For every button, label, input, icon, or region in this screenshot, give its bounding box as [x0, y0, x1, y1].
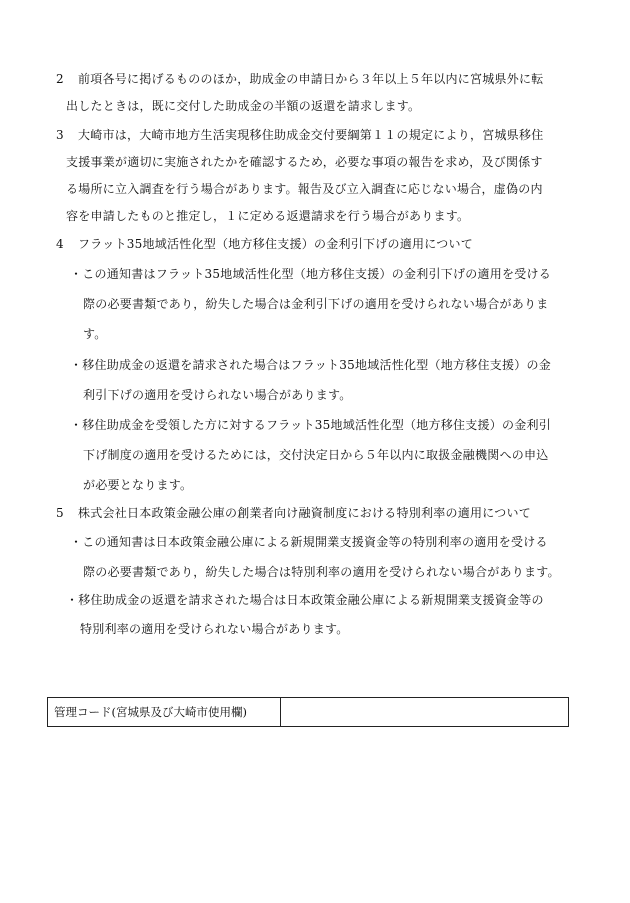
item-3-line-1	[56, 127, 544, 143]
item-5-number: 5	[56, 506, 64, 520]
item-3-line-3: る場所に立入調査を行う場合があります。報告及び立入調査に応じない場合，虚偽の内	[66, 182, 543, 196]
item-5-bullet-1-line-1: ・この通知書は日本政策金融公庫による新規開業支援資金等の特別利率の適用を受ける	[70, 535, 548, 549]
item-4-heading	[56, 236, 473, 252]
item-4-heading-text: フラット35地域活性化型（地方移住支援）の金利引下げの適用について	[78, 237, 474, 251]
item-4-bullet-3-line-2: 下げ制度の適用を受けるためには，交付決定日から５年以内に取扱金融機関への申込	[83, 448, 549, 462]
item-2-line-2: 出したときは，既に交付した助成金の半額の返還を請求します。	[66, 99, 421, 113]
item-2-text-1: 前項各号に掲げるもののほか，助成金の申請日から３年以上５年以内に宮城県外に転	[78, 72, 544, 86]
item-4-number: 4	[56, 237, 64, 251]
management-code-label: 管理コード(宮城県及び大崎市使用欄)	[48, 698, 281, 726]
item-5-bullet-2-line-1: ・移住助成金の返還を請求された場合は日本政策金融公庫による新規開業支援資金等の	[66, 593, 544, 607]
item-4-bullet-2-line-2: 利引下げの適用を受けられない場合があります。	[83, 388, 352, 402]
item-4-bullet-3-line-3: が必要となります。	[83, 478, 193, 492]
item-4-bullet-1-line-1: ・この通知書はフラット35地域活性化型（地方移住支援）の金利引下げの適用を受ける	[70, 267, 552, 281]
item-2-number: 2	[56, 72, 64, 86]
management-code-value	[281, 698, 568, 726]
item-4-bullet-3-line-1: ・移住助成金を受領した方に対するフラット35地域活性化型（地方移住支援）の金利引	[70, 418, 552, 432]
item-5-heading	[56, 505, 531, 521]
item-4-bullet-1-line-3: す。	[83, 327, 107, 341]
item-4-bullet-2-line-1: ・移住助成金の返還を請求された場合はフラット35地域活性化型（地方移住支援）の金	[70, 358, 552, 372]
item-3-number: 3	[56, 128, 64, 142]
item-5-bullet-2-line-2: 特別利率の適用を受けられない場合があります。	[80, 622, 349, 636]
item-2-line-1	[56, 71, 544, 87]
management-code-table	[47, 697, 569, 727]
item-3-text-1: 大崎市は，大崎市地方生活実現移住助成金交付要綱第１１の規定により，宮城県移住	[78, 128, 544, 142]
item-3-line-4: 容を申請したものと推定し，１に定める返還請求を行う場合があります。	[66, 209, 470, 223]
item-4-bullet-1-line-2: 際の必要書類であり，紛失した場合は金利引下げの適用を受けられない場合がありま	[83, 297, 549, 311]
item-5-bullet-1-line-2: 際の必要書類であり，紛失した場合は特別利率の適用を受けられない場合があります。	[83, 565, 560, 579]
item-3-line-2: 支援事業が適切に実施されたかを確認するため，必要な事項の報告を求め，及び関係す	[66, 155, 543, 169]
item-5-heading-text: 株式会社日本政策金融公庫の創業者向け融資制度における特別利率の適用について	[78, 506, 532, 520]
